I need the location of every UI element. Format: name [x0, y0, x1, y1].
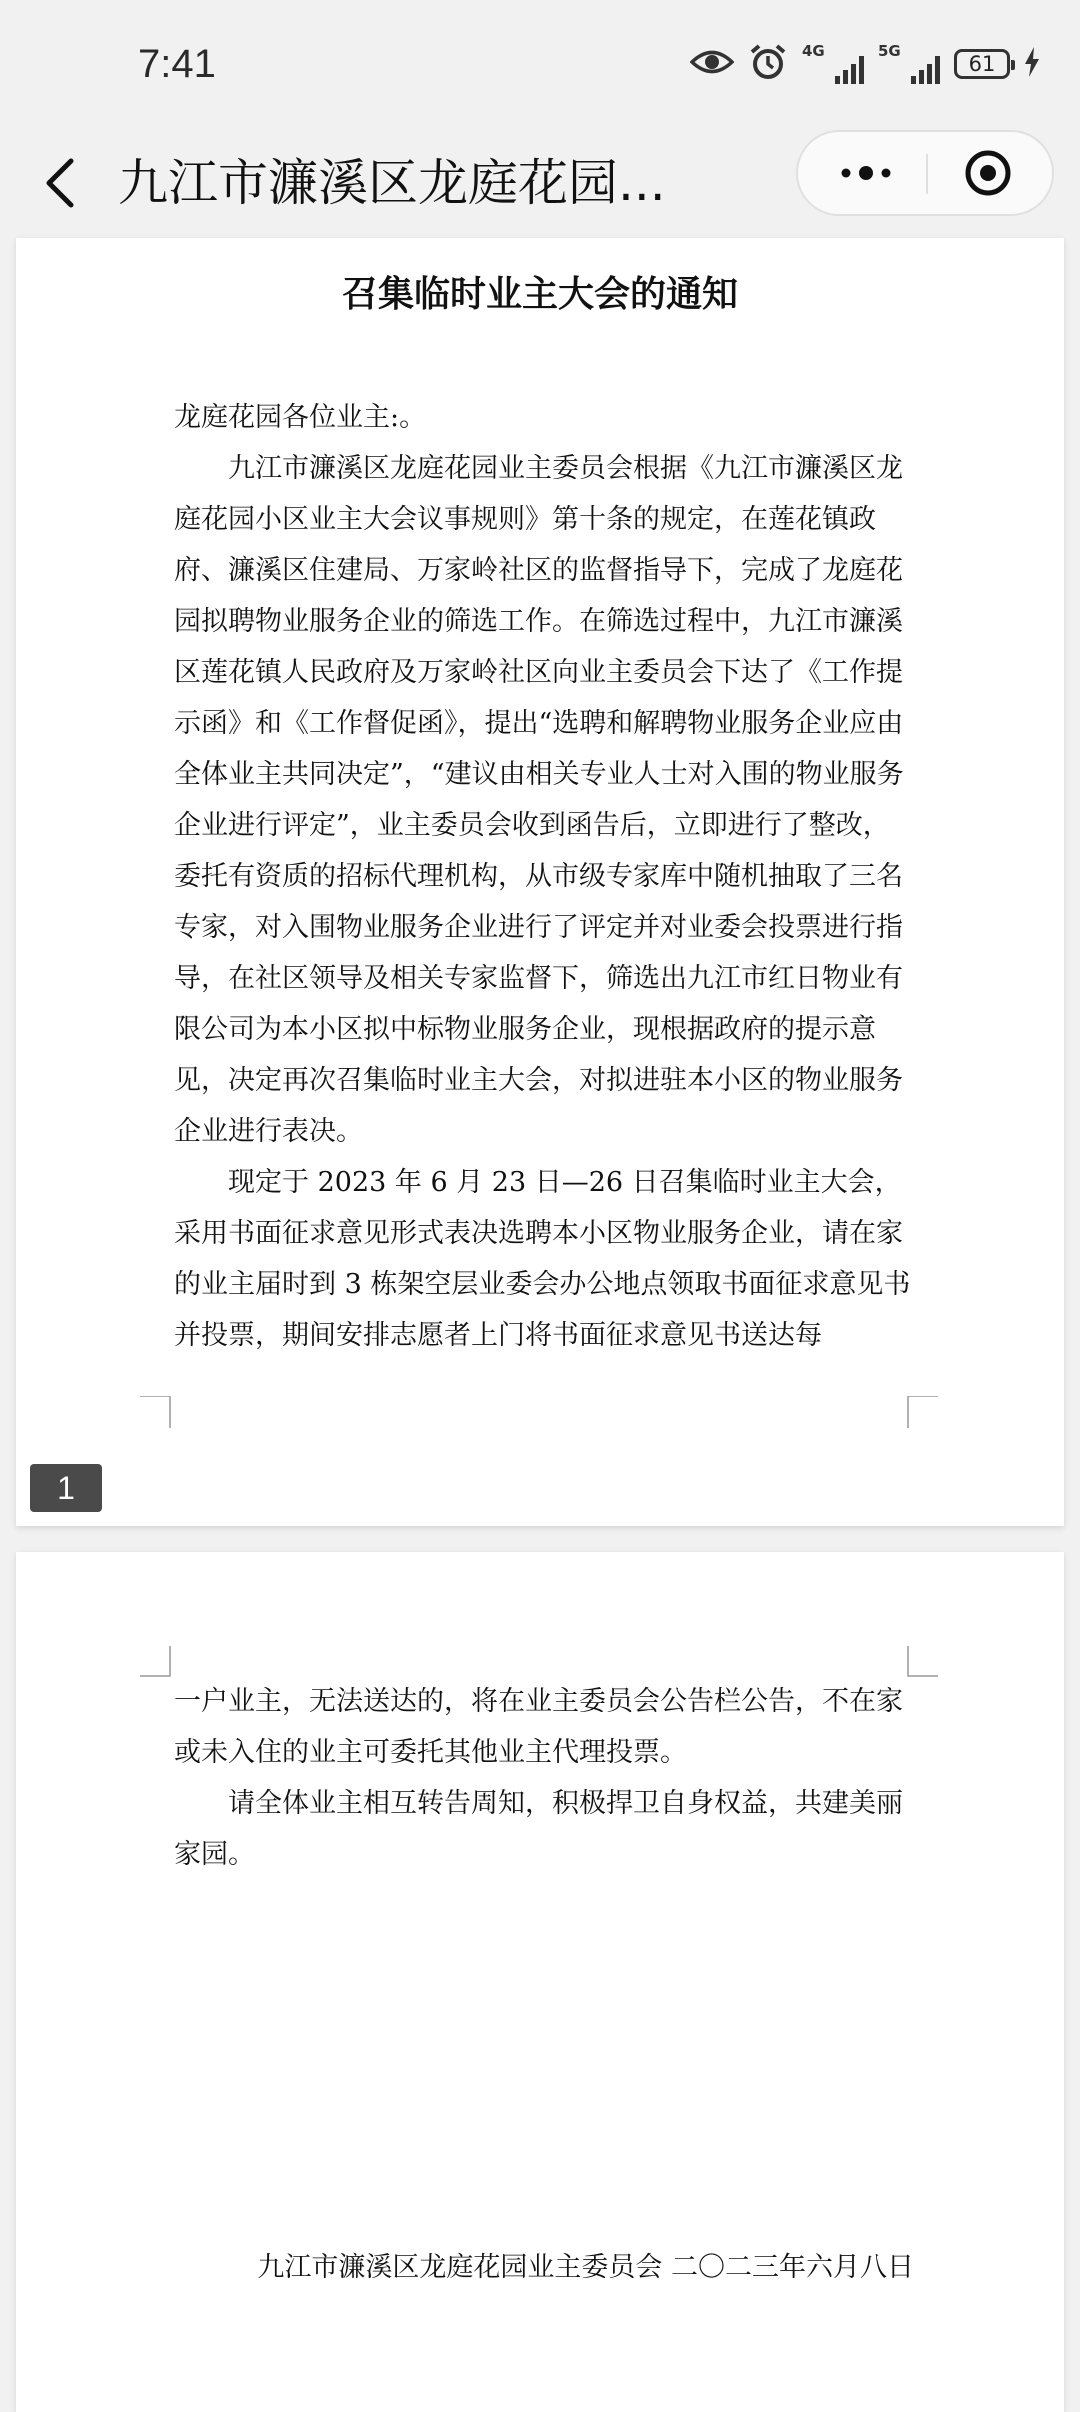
signature-line: 九江市濂溪区龙庭花园业主委员会 二〇二三年六月八日 [257, 2252, 914, 2283]
paragraph-2-end: 一户业主，无法送达的，将在业主委员会公告栏公告，不在家或未入住的业主可委托其他业主代理投票。 [174, 1686, 903, 1768]
network-label-4g: 4G [802, 42, 825, 60]
paragraph-3: 请全体业主相互转告周知，积极捍卫自身权益，共建美丽家园。 [174, 1788, 903, 1870]
page-number-badge: 1 [30, 1464, 102, 1512]
paragraph-2-start: 现定于 2023 年 6 月 23 日—26 日召集临时业主大会，采用书面征求意见形式表决选聘本小区物业服务企业，请在家的业主届时到 3 栋架空层业委会办公地点领取书面征求意见书并投票，期间安排志愿者上门将书面征求意见书送达每 [174, 1167, 911, 1351]
crop-mark-bottom-left [140, 1396, 172, 1428]
eye-icon [690, 47, 734, 81]
more-button[interactable] [808, 132, 924, 214]
capsule-divider [926, 154, 928, 194]
signal-5g-icon [878, 42, 940, 86]
close-mini-program-button[interactable] [930, 132, 1046, 214]
crop-mark-bottom-right [906, 1396, 938, 1428]
back-arrow-icon [43, 157, 77, 209]
status-bar [0, 0, 1080, 130]
more-dots-icon [838, 165, 894, 181]
crop-mark-top-right [906, 1646, 938, 1678]
charging-icon [1024, 47, 1040, 81]
nav-title: 九江市濂溪区龙庭花园... [118, 154, 666, 212]
document-page-2 [16, 1552, 1064, 2412]
paragraph-1: 九江市濂溪区龙庭花园业主委员会根据《九江市濂溪区龙庭花园小区业主大会议事规则》第十条的规定，在莲花镇政府、濂溪区住建局、万家岭社区的监督指导下，完成了龙庭花园拟聘物业服务企业的筛选工作。在筛选过程中，九江市濂溪区莲花镇人民政府及万家岭社区向业主委员会下达了《工作提示函》和《工作督促函》，提出“选聘和解聘物业服务企业应由全体业主共同决定”，“建议由相关专业人士对入围的物业服务企业进行评定”，业主委员会收到函告后，立即进行了整改，委托有资质的招标代理机构，从市级专家库中随机抽取了三名专家，对入围物业服务企业进行了评定并对业委会投票进行指导，在社区领导及相关专家监督下，筛选出九江市红日物业有限公司为本小区拟中标物业服务企业，现根据政府的提示意见，决定再次召集临时业主大会，对拟进驻本小区的物业服务企业进行表决。 [174, 453, 904, 1147]
target-close-icon [963, 148, 1013, 198]
greeting: 龙庭花园各位业主:。 [174, 402, 427, 433]
mini-program-capsule [796, 130, 1054, 216]
alarm-icon [748, 42, 788, 86]
network-label-5g: 5G [878, 42, 901, 60]
crop-mark-top-left [140, 1646, 172, 1678]
document-title: 召集临时业主大会的通知 [341, 274, 738, 315]
battery-icon: 61 [954, 49, 1010, 79]
nav-bar [0, 130, 1080, 238]
document-body-page-1 [174, 392, 914, 1361]
document-page-1 [16, 238, 1064, 1526]
signal-4g-icon [802, 42, 864, 86]
status-icons [690, 40, 1040, 88]
status-time: 7:41 [138, 42, 216, 86]
document-body-page-2 [174, 1676, 914, 1880]
back-button[interactable] [30, 148, 90, 218]
